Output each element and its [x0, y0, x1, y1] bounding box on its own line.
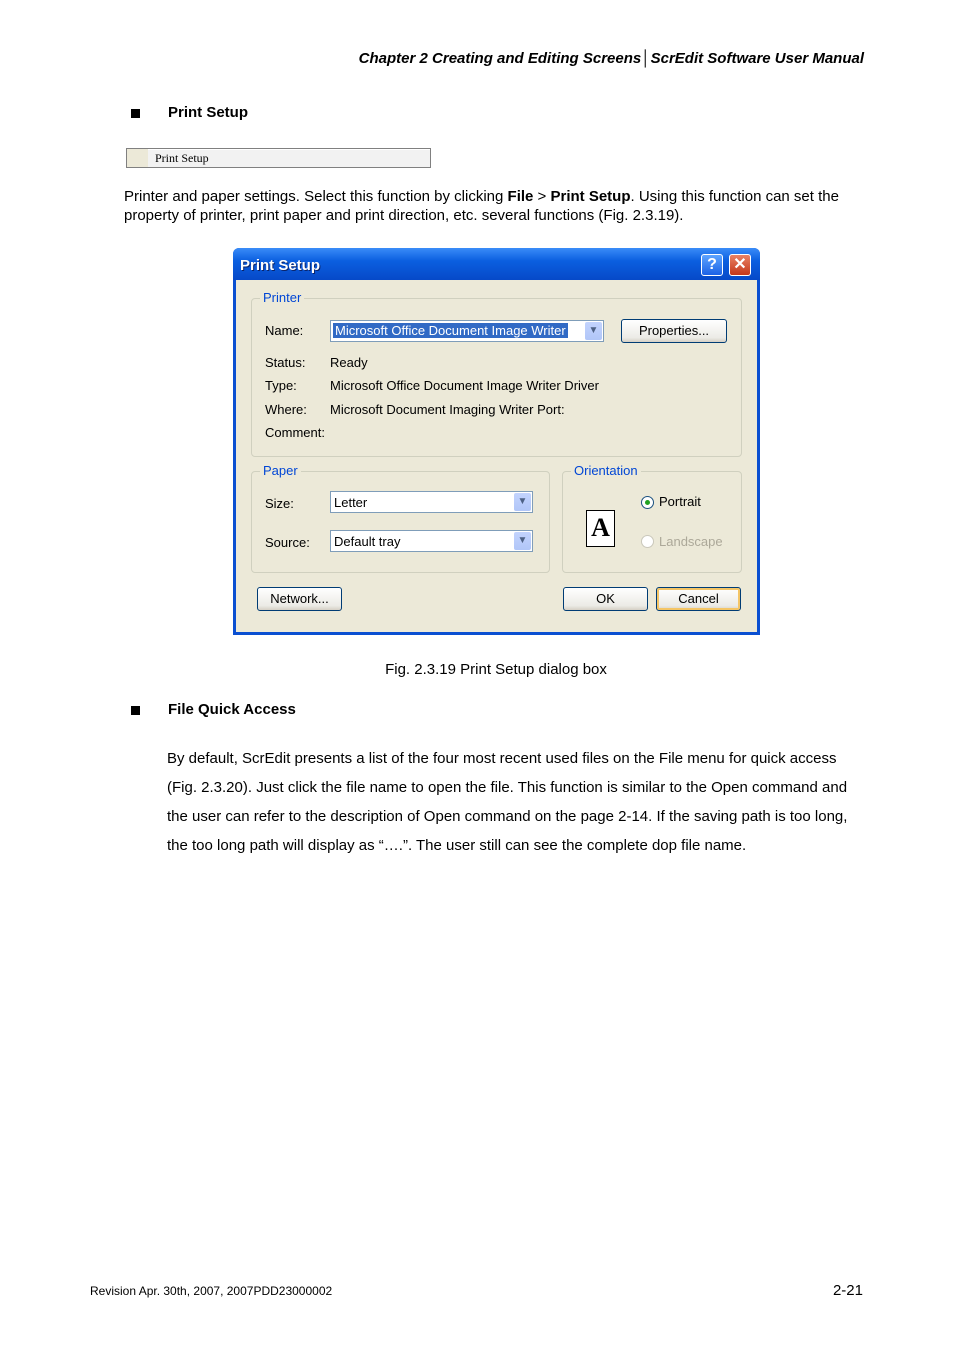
printer-group: [251, 290, 742, 457]
orientation-group: [562, 463, 742, 573]
file-quick-access-paragraph: By default, ScrEdit presents a list of the four most recent used files on the File menu for quick access (Fig. 2.3.20). Just click the file name to open the file. This function is similar to the Open command and the user can refer to the description of Open command on the page 2-14. If the saving path is too long, the too long path will display as “….”. The user still can see the complete dop file name.: [167, 750, 848, 854]
paper-size-select[interactable]: [330, 491, 533, 513]
intro-bold-print-setup: Print Setup: [550, 188, 631, 205]
print-setup-dialog: [233, 248, 760, 635]
comment-label: Comment:: [265, 425, 325, 440]
menu-icon-band: [127, 149, 148, 167]
section-title-file-quick-access: File Quick Access: [168, 701, 296, 718]
intro-bold-file: File: [507, 188, 534, 205]
name-label: Name:: [265, 323, 304, 338]
portrait-radio[interactable]: [641, 496, 654, 509]
landscape-radio[interactable]: [641, 535, 654, 548]
cancel-button[interactable]: Cancel: [656, 587, 741, 611]
intro-text-2: >: [533, 188, 551, 205]
orientation-group-title: Orientation: [571, 463, 641, 478]
intro-text-3: . Using this function can set the property of printer, print paper and print direction, etc. several functions (Fig. 2.3.19).: [124, 188, 839, 224]
paper-size-value: Letter: [334, 495, 368, 510]
close-icon[interactable]: ✕: [729, 254, 751, 276]
menu-item-print-setup: [126, 148, 431, 168]
dialog-titlebar[interactable]: [233, 248, 760, 280]
chevron-down-icon[interactable]: ▼: [514, 493, 531, 511]
portrait-page-icon: A: [586, 510, 615, 547]
dialog-title: Print Setup: [240, 257, 321, 274]
paper-source-select[interactable]: [330, 530, 533, 552]
page-number: 2-21: [832, 1282, 863, 1299]
size-label: Size:: [265, 496, 294, 511]
figure-caption: Fig. 2.3.19 Print Setup dialog box: [385, 661, 607, 678]
footer-revision: Revision Apr. 30th, 2007, 2007PDD23000002: [90, 1284, 333, 1298]
help-icon[interactable]: ?: [701, 254, 723, 276]
section-title-print-setup: Print Setup: [168, 104, 249, 121]
where-label: Where:: [265, 402, 307, 417]
type-value: Microsoft Office Document Image Writer Driver: [330, 378, 599, 393]
status-value: Ready: [330, 355, 368, 370]
printer-group-title: Printer: [260, 290, 304, 305]
intro-paragraph: [124, 187, 869, 225]
status-label: Status:: [265, 355, 306, 370]
paper-group-title: Paper: [260, 463, 301, 478]
bullet-icon: [131, 706, 140, 715]
portrait-label[interactable]: Portrait: [659, 494, 701, 509]
printer-name-value: Microsoft Office Document Image Writer: [335, 323, 566, 338]
printer-name-select[interactable]: [330, 320, 604, 342]
properties-button[interactable]: Properties...: [621, 319, 727, 343]
chevron-down-icon[interactable]: ▼: [514, 532, 531, 550]
paper-source-value: Default tray: [334, 534, 401, 549]
network-button[interactable]: Network...: [257, 587, 342, 611]
bullet-icon: [131, 109, 140, 118]
type-label: Type:: [265, 378, 297, 393]
where-value: Microsoft Document Imaging Writer Port:: [330, 402, 565, 417]
running-header: Chapter 2 Creating and Editing Screens│ScrEdit Software User Manual: [358, 50, 864, 67]
landscape-label[interactable]: Landscape: [659, 534, 723, 549]
ok-button[interactable]: OK: [563, 587, 648, 611]
chevron-down-icon[interactable]: ▼: [585, 322, 602, 340]
intro-text-1: Printer and paper settings. Select this function by clicking: [124, 188, 508, 205]
source-label: Source:: [265, 535, 310, 550]
dialog-client-area: [236, 280, 757, 632]
paper-group: [251, 463, 550, 573]
menu-item-label: Print Setup: [155, 151, 209, 165]
